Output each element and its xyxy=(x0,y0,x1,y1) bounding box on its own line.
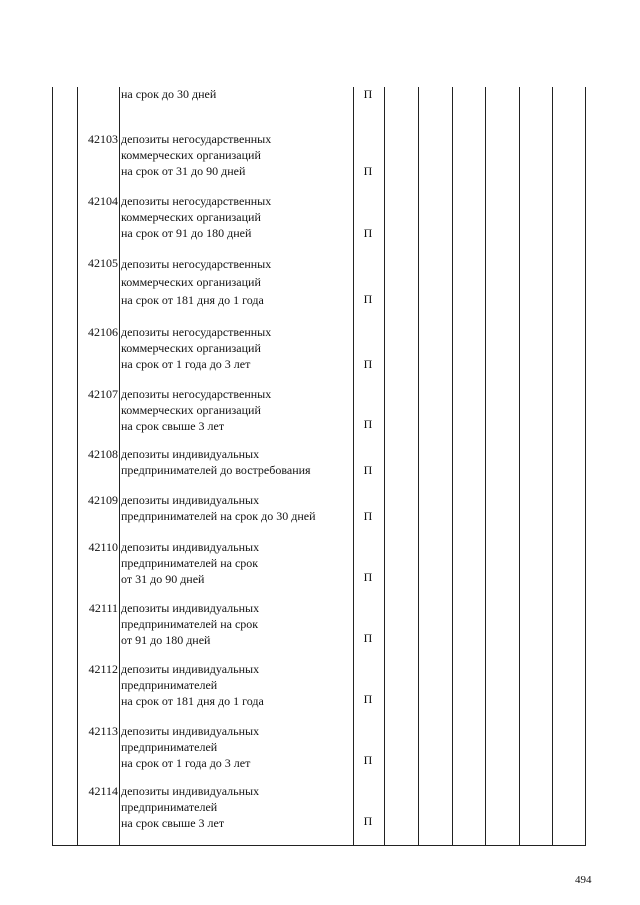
description-line: коммерческих организаций xyxy=(121,148,261,162)
column-rule xyxy=(519,87,520,845)
account-description xyxy=(121,723,351,771)
description-line: коммерческих организаций xyxy=(121,403,261,417)
description-line: предпринимателей на срок до 30 дней xyxy=(121,509,316,523)
description-line: коммерческих организаций xyxy=(121,341,261,355)
description-line: от 91 до 180 дней xyxy=(121,633,211,647)
description-line: депозиты негосударственных xyxy=(121,387,272,401)
account-description xyxy=(121,131,351,179)
description-line: предпринимателей на срок xyxy=(121,617,259,631)
account-type-mark: П xyxy=(363,226,373,240)
account-description xyxy=(121,446,351,478)
description-line: на срок от 181 дня до 1 года xyxy=(121,694,264,708)
description-line: депозиты индивидуальных xyxy=(121,540,260,554)
account-type-mark: П xyxy=(363,87,373,101)
account-description xyxy=(121,539,351,587)
account-description xyxy=(121,255,351,309)
account-code: 42104 xyxy=(88,194,118,208)
column-rule xyxy=(52,87,53,845)
account-code: 42109 xyxy=(88,493,118,507)
description-line: предпринимателей xyxy=(121,678,218,692)
description-line: на срок свыше 3 лет xyxy=(121,419,225,433)
account-code: 42113 xyxy=(88,724,118,738)
column-rule xyxy=(77,87,78,845)
description-line: на срок от 1 года до 3 лет xyxy=(121,756,251,770)
column-rule xyxy=(452,87,453,845)
page-number: 494 xyxy=(575,874,592,886)
account-type-mark: П xyxy=(363,570,373,584)
account-code: 42108 xyxy=(88,447,118,461)
account-type-mark: П xyxy=(363,509,373,523)
description-line: на срок от 31 до 90 дней xyxy=(121,164,246,178)
account-description xyxy=(121,86,351,102)
description-line: депозиты негосударственных xyxy=(121,194,272,208)
description-line: депозиты индивидуальных xyxy=(121,447,260,461)
account-description xyxy=(121,661,351,709)
description-line: коммерческих организаций xyxy=(121,275,261,289)
description-line: депозиты индивидуальных xyxy=(121,724,260,738)
account-type-mark: П xyxy=(363,357,373,371)
column-rule xyxy=(353,87,354,845)
description-line: предпринимателей xyxy=(121,800,218,814)
column-rule xyxy=(119,87,120,845)
account-type-mark: П xyxy=(363,753,373,767)
account-type-mark: П xyxy=(363,292,373,306)
account-code: 42106 xyxy=(88,325,118,339)
account-description xyxy=(121,492,351,524)
column-rule xyxy=(384,87,385,845)
description-line: депозиты негосударственных xyxy=(121,257,272,271)
account-code: 42103 xyxy=(88,132,118,146)
description-line: на срок от 91 до 180 дней xyxy=(121,226,252,240)
description-line: депозиты негосударственных xyxy=(121,325,272,339)
description-line: на срок от 181 дня до 1 года xyxy=(121,293,264,307)
description-line: депозиты негосударственных xyxy=(121,132,272,146)
column-rule xyxy=(485,87,486,845)
account-code: 42107 xyxy=(88,387,118,401)
account-description xyxy=(121,324,351,372)
description-line: на срок свыше 3 лет xyxy=(121,816,225,830)
account-description xyxy=(121,600,351,648)
account-code: 42110 xyxy=(88,540,118,554)
account-code: 42114 xyxy=(88,784,118,798)
description-line: депозиты индивидуальных xyxy=(121,784,260,798)
description-line: на срок от 1 года до 3 лет xyxy=(121,357,251,371)
description-line: депозиты индивидуальных xyxy=(121,493,260,507)
description-line: коммерческих организаций xyxy=(121,210,261,224)
table-bottom-rule xyxy=(52,845,586,846)
description-line: предпринимателей на срок xyxy=(121,556,259,570)
account-code: 42112 xyxy=(88,662,118,676)
description-line: от 31 до 90 дней xyxy=(121,572,205,586)
account-description xyxy=(121,193,351,241)
description-line: депозиты индивидуальных xyxy=(121,662,260,676)
account-type-mark: П xyxy=(363,164,373,178)
account-description xyxy=(121,783,351,831)
account-description xyxy=(121,386,351,434)
account-type-mark: П xyxy=(363,631,373,645)
account-type-mark: П xyxy=(363,417,373,431)
description-line: депозиты индивидуальных xyxy=(121,601,260,615)
account-code: 42111 xyxy=(88,601,118,615)
description-line: на срок до 30 дней xyxy=(121,87,217,101)
description-line: предпринимателей до востребования xyxy=(121,463,311,477)
account-type-mark: П xyxy=(363,814,373,828)
account-type-mark: П xyxy=(363,692,373,706)
column-rule xyxy=(585,87,586,845)
account-type-mark: П xyxy=(363,463,373,477)
column-rule xyxy=(552,87,553,845)
account-code: 42105 xyxy=(88,256,118,270)
description-line: предпринимателей xyxy=(121,740,218,754)
column-rule xyxy=(418,87,419,845)
